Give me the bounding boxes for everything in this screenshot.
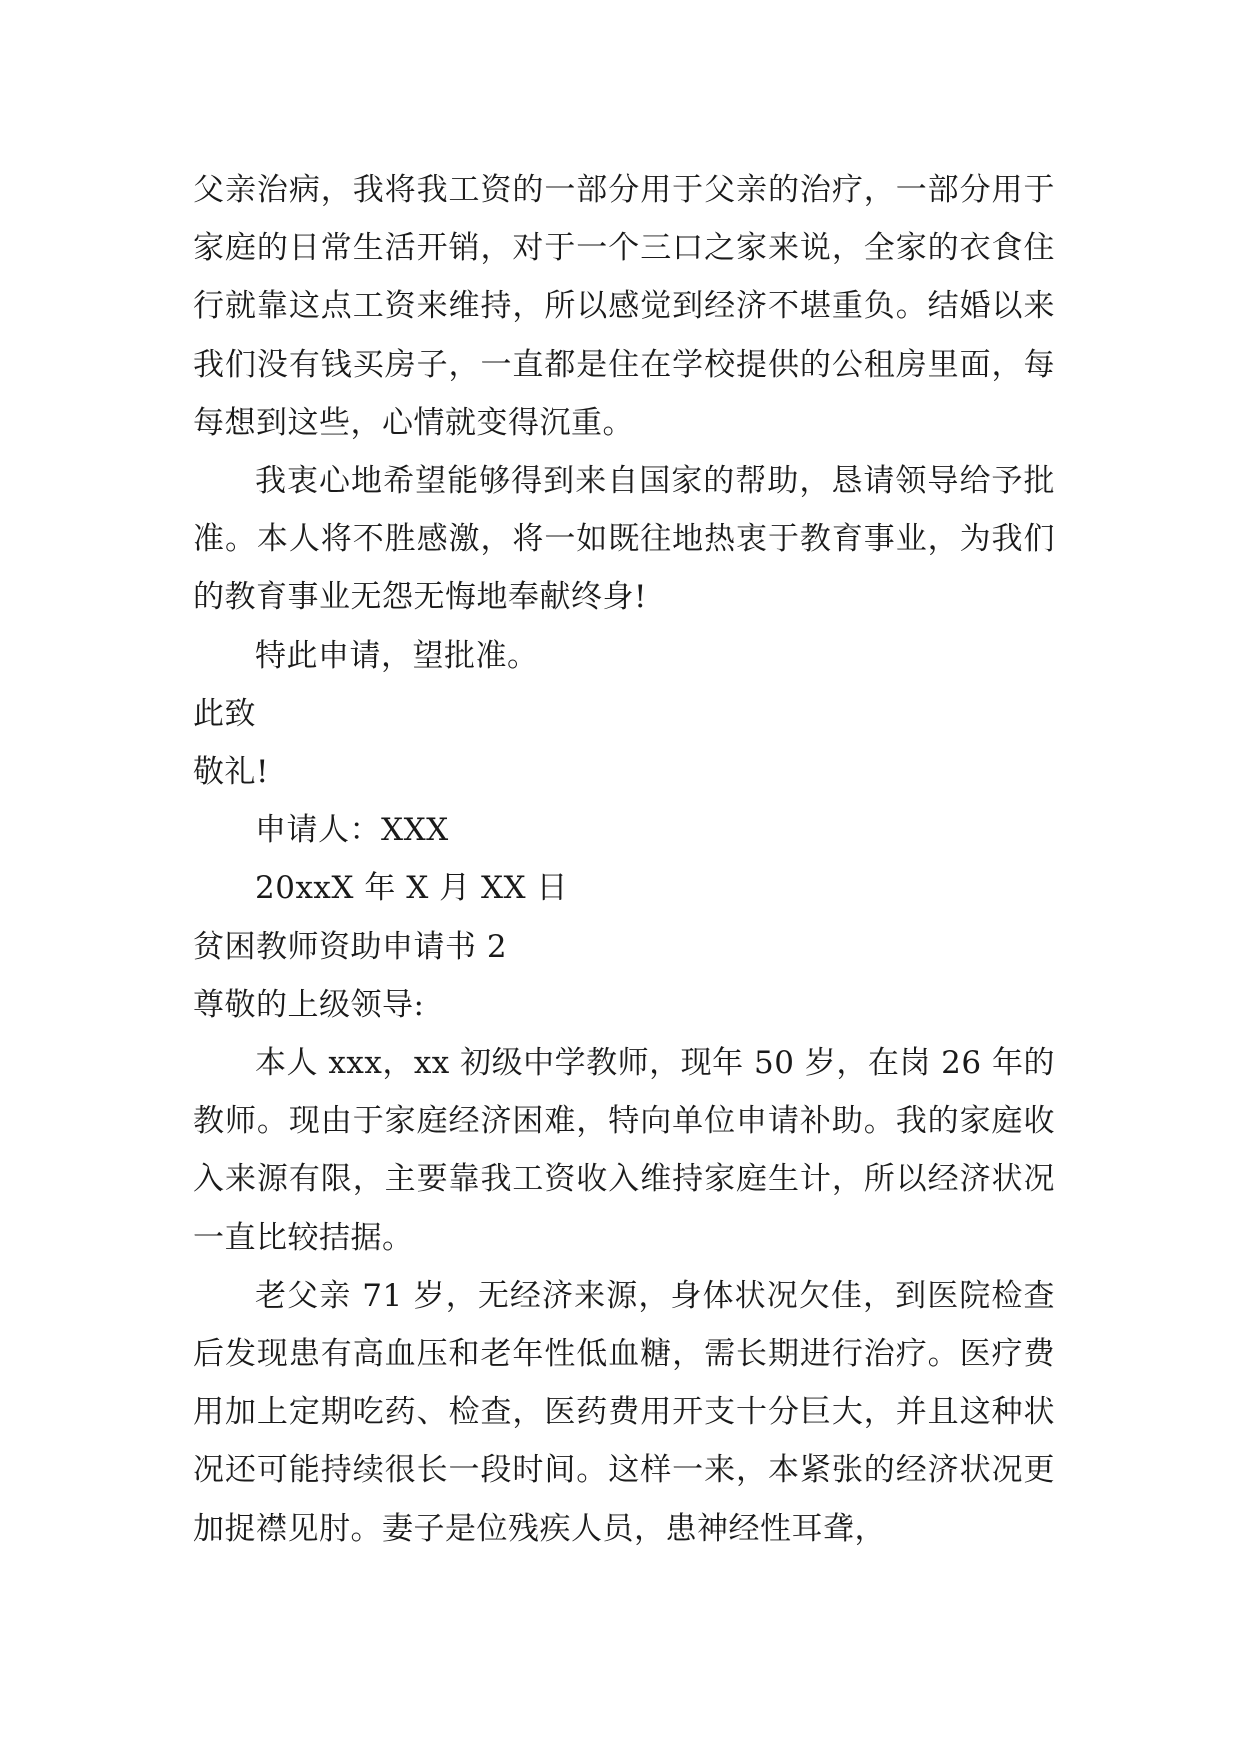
letter-greeting: 尊敬的上级领导: (193, 986, 425, 1023)
section-title: 贫困教师资助申请书 2 (193, 928, 508, 965)
application-date: 20xxX 年 X 月 XX 日 (255, 870, 568, 907)
document-body (193, 161, 1055, 1558)
paragraph-hope-for-help: 我衷心地希望能够得到来自国家的帮助，恳请领导给予批准。本人将不胜感激，将一如既往地热衷于教育事业，为我们的教育事业无怨无悔地奉献终身! (193, 463, 1055, 616)
paragraph-request-approval: 特此申请，望批准。 (255, 637, 539, 674)
closing-regards: 敬礼! (193, 754, 269, 791)
closing-salutation: 此致 (193, 695, 256, 732)
paragraph-father-treatment-continued: 父亲治病，我将我工资的一部分用于父亲的治疗，一部分用于家庭的日常生活开销，对于一个三口之家来说，全家的衣食住行就靠这点工资来维持，所以感觉到经济不堪重负。结婚以来我们没有钱买房子，一直都是住在学校提供的公租房里面，每每想到这些，心情就变得沉重。 (193, 172, 1055, 441)
applicant-signature: 申请人：XXX (255, 812, 449, 849)
paragraph-self-introduction: 本人 xxx，xx 初级中学教师，现年 50 岁，在岗 26 年的教师。现由于家庭经济困难，特向单位申请补助。我的家庭收入来源有限，主要靠我工资收入维持家庭生计，所以经济状况一直比较拮据。 (193, 1045, 1055, 1256)
paragraph-family-situation: 老父亲 71 岁，无经济来源，身体状况欠佳，到医院检查后发现患有高血压和老年性低血糖，需长期进行治疗。医疗费用加上定期吃药、检查，医药费用开支十分巨大，并且这种状况还可能持续很长一段时间。这样一来，本紧张的经济状况更加捉襟见肘。妻子是位残疾人员，患神经性耳聋， (193, 1277, 1055, 1547)
